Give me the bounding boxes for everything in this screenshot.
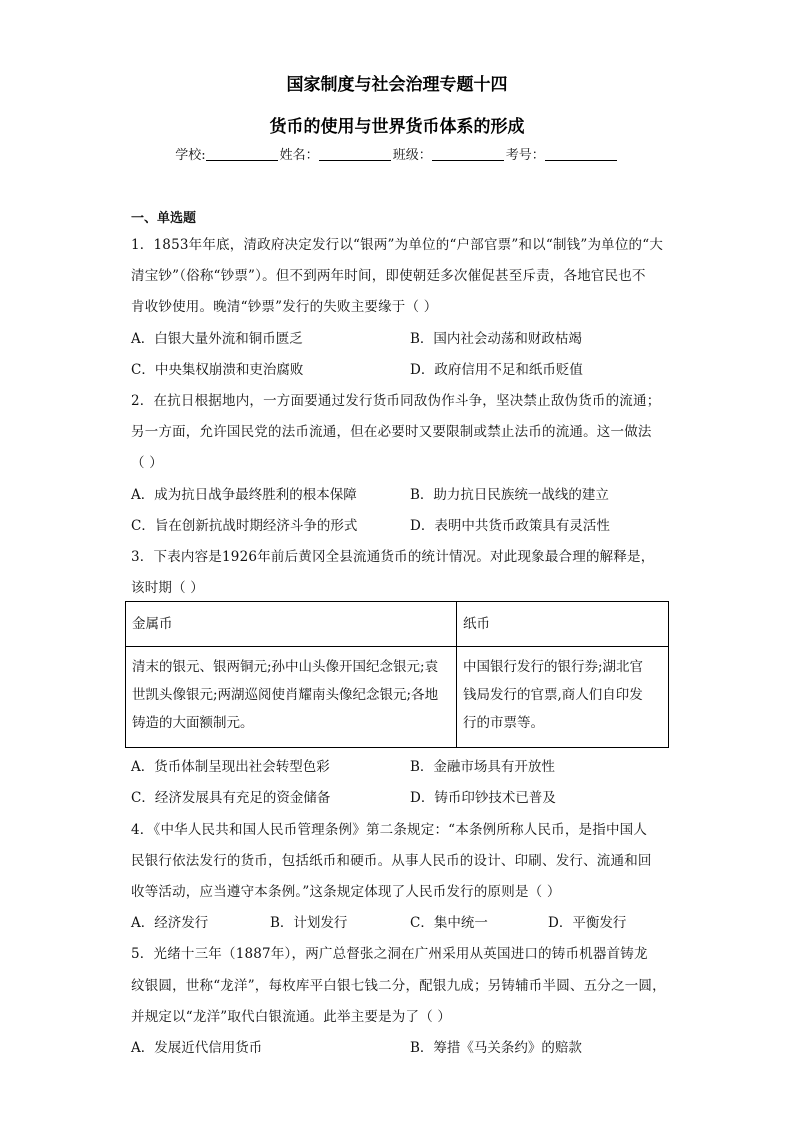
q2-line-1: 2．在抗日根据地内，一方面要通过发行货币同敌伪作斗争，坚决禁止敌伪货币的流通； bbox=[131, 393, 661, 409]
title-line-1: 国家制度与社会治理专题十四 bbox=[286, 75, 508, 95]
class-blank[interactable] bbox=[432, 147, 504, 161]
currency-table bbox=[125, 601, 669, 748]
section-title: 一、单选题 bbox=[131, 211, 197, 226]
q2-option-a[interactable]: A．成为抗日战争最终胜利的根本保障 bbox=[131, 487, 357, 503]
table-cell-metal bbox=[126, 647, 457, 748]
student-info-row bbox=[0, 144, 794, 163]
exam-no-label: 考号： bbox=[505, 148, 545, 163]
metal-line: 清末的银元、银两铜元;孙中山头像开国纪念银元;袁 bbox=[132, 659, 439, 675]
q1-option-a[interactable]: A．白银大量外流和铜币匮乏 bbox=[131, 331, 303, 347]
q5-line-2: 纹银圆，世称“龙洋”，每枚库平白银七钱二分，配银九成；另铸辅币半圆、五分之一圆， bbox=[131, 978, 666, 994]
q2-option-d[interactable]: D．表明中共货币政策具有灵活性 bbox=[410, 518, 610, 534]
q3-option-c[interactable]: C．经济发展具有充足的资金储备 bbox=[131, 790, 331, 806]
q5-option-a[interactable]: A．发展近代信用货币 bbox=[131, 1040, 263, 1056]
school-label: 学校: bbox=[175, 148, 206, 163]
q4-line-3: 收等活动，应当遵守本条例。”这条规定体现了人民币发行的原则是（ ） bbox=[131, 884, 561, 900]
q4-line-1: 4．《中华人民共和国人民币管理条例》第二条规定：“本条例所称人民币，是指中国人 bbox=[131, 822, 648, 838]
name-label: 姓名： bbox=[279, 148, 319, 163]
exam-no-blank[interactable] bbox=[545, 147, 617, 161]
paper-line: 钱局发行的官票,商人们自印发 bbox=[463, 687, 643, 703]
q4-option-a[interactable]: A．经济发行 bbox=[131, 915, 209, 931]
class-label: 班级： bbox=[392, 148, 432, 163]
metal-line: 世凯头像银元;两湖巡阅使肖耀南头像纪念银元;各地 bbox=[132, 687, 439, 703]
q4-option-b[interactable]: B．计划发行 bbox=[270, 915, 348, 931]
q4-line-2: 民银行依法发行的货币，包括纸币和硬币。从事人民币的设计、印刷、发行、流通和回 bbox=[131, 853, 652, 869]
q3-option-d[interactable]: D．铸币印钞技术已普及 bbox=[410, 790, 556, 806]
q1-option-b[interactable]: B．国内社会动荡和财政枯竭 bbox=[410, 331, 582, 347]
table-header-paper: 纸币 bbox=[457, 602, 669, 647]
q5-line-3: 并规定以“龙洋”取代白银流通。此举主要是为了（ ） bbox=[131, 1009, 452, 1025]
title-line-2: 货币的使用与世界货币体系的形成 bbox=[269, 117, 525, 137]
q1-option-d[interactable]: D．政府信用不足和纸币贬值 bbox=[410, 362, 583, 378]
q4-option-d[interactable]: D．平衡发行 bbox=[548, 915, 627, 931]
q1-option-c[interactable]: C．中央集权崩溃和吏治腐败 bbox=[131, 362, 304, 378]
q1-line-2: 清宝钞”（俗称“钞票”）。但不到两年时间，即使朝廷多次催促甚至斥责，各地官民也不 bbox=[131, 268, 646, 284]
q2-option-c[interactable]: C．旨在创新抗战时期经济斗争的形式 bbox=[131, 518, 358, 534]
name-blank[interactable] bbox=[319, 147, 391, 161]
q5-option-b[interactable]: B．筹措《马关条约》的赔款 bbox=[410, 1040, 582, 1056]
q2-line-3: （ ） bbox=[131, 455, 163, 471]
q3-line-2: 该时期（ ） bbox=[131, 580, 204, 596]
table-cell-paper bbox=[457, 647, 669, 748]
table-header-metal: 金属币 bbox=[126, 602, 457, 647]
q2-line-2: 另一方面，允许国民党的法币流通，但在必要时又要限制或禁止法币的流通。这一做法 bbox=[131, 424, 652, 440]
q4-option-c[interactable]: C．集中统一 bbox=[410, 915, 488, 931]
q3-option-b[interactable]: B．金融市场具有开放性 bbox=[410, 759, 555, 775]
paper-line: 行的市票等。 bbox=[463, 715, 544, 731]
metal-line: 铸造的大面额制元。 bbox=[132, 715, 254, 731]
q1-line-1: 1．1853年年底，清政府决定发行以“银两”为单位的“户部官票”和以“制钱”为单位的“大 bbox=[131, 237, 664, 253]
q3-option-a[interactable]: A．货币体制呈现出社会转型色彩 bbox=[131, 759, 330, 775]
school-blank[interactable] bbox=[206, 147, 278, 161]
q3-line-1: 3．下表内容是1926年前后黄冈全县流通货币的统计情况。对此现象最合理的解释是， bbox=[131, 549, 655, 565]
q2-option-b[interactable]: B．助力抗日民族统一战线的建立 bbox=[410, 487, 609, 503]
q1-line-3: 肯收钞使用。晚清“钞票”发行的失败主要缘于（ ） bbox=[131, 299, 438, 315]
paper-line: 中国银行发行的银行券;湖北官 bbox=[463, 659, 644, 675]
q5-line-1: 5．光绪十三年（1887年），两广总督张之洞在广州采用从英国进口的铸币机器首铸龙 bbox=[131, 946, 648, 962]
